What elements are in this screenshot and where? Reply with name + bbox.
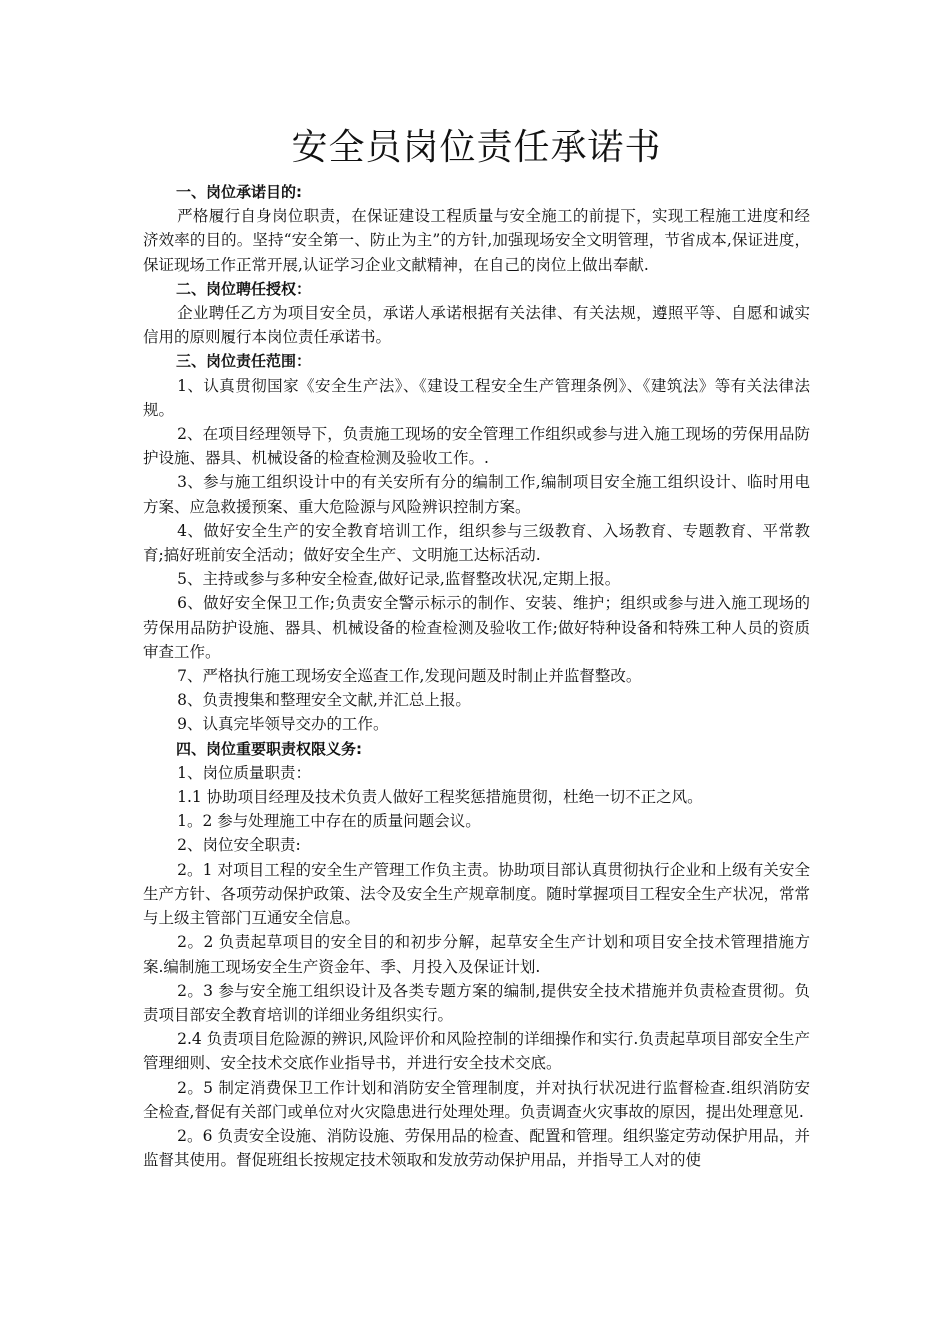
- section-heading: 三、岗位责任范围：: [176, 352, 312, 371]
- section-heading: 四、岗位重要职责权限义务:: [176, 739, 362, 758]
- body-paragraph: 3、参与施工组织设计中的有关安所有分的编制工作,编制项目安全施工组织设计、临时用电方案、应急救援预案、重大危险源与风险辨识控制方案。: [143, 473, 810, 516]
- body-paragraph: 1、认真贯彻国家《安全生产法》、《建设工程安全生产管理条例》、《建筑法》等有关法律法规。: [143, 376, 810, 419]
- body-paragraph: 9、认真完毕领导交办的工作。: [177, 715, 389, 734]
- body-paragraph: 2。6 负责安全设施、消防设施、劳保用品的检查、配置和管理。组织鉴定劳动保护用品，并监督其使用。督促班组长按规定技术领取和发放劳动保护用品，并指导工人对的使: [143, 1126, 810, 1170]
- body-paragraph: 2.4 负责项目危险源的辨识,风险评价和风险控制的详细操作和实行.负责起草项目部安全生产管理细则、安全技术交底作业指导书，并进行安全技术交底。: [143, 1030, 810, 1073]
- body-paragraph: 2。1 对项目工程的安全生产管理工作负主责。协助项目部认真贯彻执行企业和上级有关安全生产方针、各项劳动保护政策、法令及安全生产规章制度。随时掌握项目工程安全生产状况，常常与上级主管部门互通安全信息。: [143, 860, 810, 928]
- body-paragraph: 1.1 协助项目经理及技术负责人做好工程奖惩措施贯彻，杜绝一切不正之风。: [177, 788, 703, 807]
- body-paragraph: 1、岗位质量职责：: [177, 763, 311, 782]
- document-body: [143, 180, 810, 1172]
- body-paragraph: 2、在项目经理领导下，负责施工现场的安全管理工作组织或参与进入施工现场的劳保用品防护设施、器具、机械设备的检查检测及验收工作。.: [143, 425, 810, 468]
- body-paragraph: 5、主持或参与多种安全检查,做好记录,监督整改状况,定期上报。: [177, 570, 621, 589]
- body-paragraph: 8、负责搜集和整理安全文献,并汇总上报。: [177, 691, 471, 710]
- body-paragraph: 7、严格执行施工现场安全巡查工作,发现问题及时制止并监督整改。: [177, 667, 642, 686]
- section-heading: 一、岗位承诺目的:: [176, 183, 302, 201]
- section-heading: 二、岗位聘任授权：: [176, 279, 312, 298]
- body-paragraph: 2、岗位安全职责:: [177, 836, 301, 855]
- body-paragraph: 企业聘任乙方为项目安全员，承诺人承诺根据有关法律、有关法规，遵照平等、自愿和诚实信用的原则履行本岗位责任承诺书。: [143, 304, 810, 347]
- body-paragraph: 2。2 负责起草项目的安全目的和初步分解，起草安全生产计划和项目安全技术管理措施方案.编制施工现场安全生产资金年、季、月投入及保证计划.: [143, 933, 810, 976]
- body-paragraph: 1。2 参与处理施工中存在的质量问题会议。: [177, 812, 481, 831]
- body-paragraph: 严格履行自身岗位职责，在保证建设工程质量与安全施工的前提下，实现工程施工进度和经济效率的目的。坚持“安全第一、防止为主”的方针,加强现场安全文明管理，节省成本,保证进度，保证现场工作正常开展,认证学习企业文献精神，在自己的岗位上做出奉献.: [143, 207, 810, 274]
- body-paragraph: 6、做好安全保卫工作;负责安全警示标示的制作、安装、维护；组织或参与进入施工现场的劳保用品防护设施、器具、机械设备的检查检测及验收工作;做好特种设备和特殊工种人员的资质审查工作。: [143, 594, 810, 661]
- document-title: 安全员岗位责任承诺书: [291, 127, 662, 168]
- body-paragraph: 2。5 制定消费保卫工作计划和消防安全管理制度，并对执行状况进行监督检查.组织消防安全检查,督促有关部门或单位对火灾隐患进行处理处理。负责调查火灾事故的原因，提出处理意见.: [143, 1078, 810, 1121]
- body-paragraph: 4、做好安全生产的安全教育培训工作，组织参与三级教育、入场教育、专题教育、平常教育;搞好班前安全活动；做好安全生产、文明施工达标活动.: [143, 521, 810, 565]
- body-paragraph: 2。3 参与安全施工组织设计及各类专题方案的编制,提供安全技术措施并负责检查贯彻。负责项目部安全教育培训的详细业务组织实行。: [143, 981, 810, 1024]
